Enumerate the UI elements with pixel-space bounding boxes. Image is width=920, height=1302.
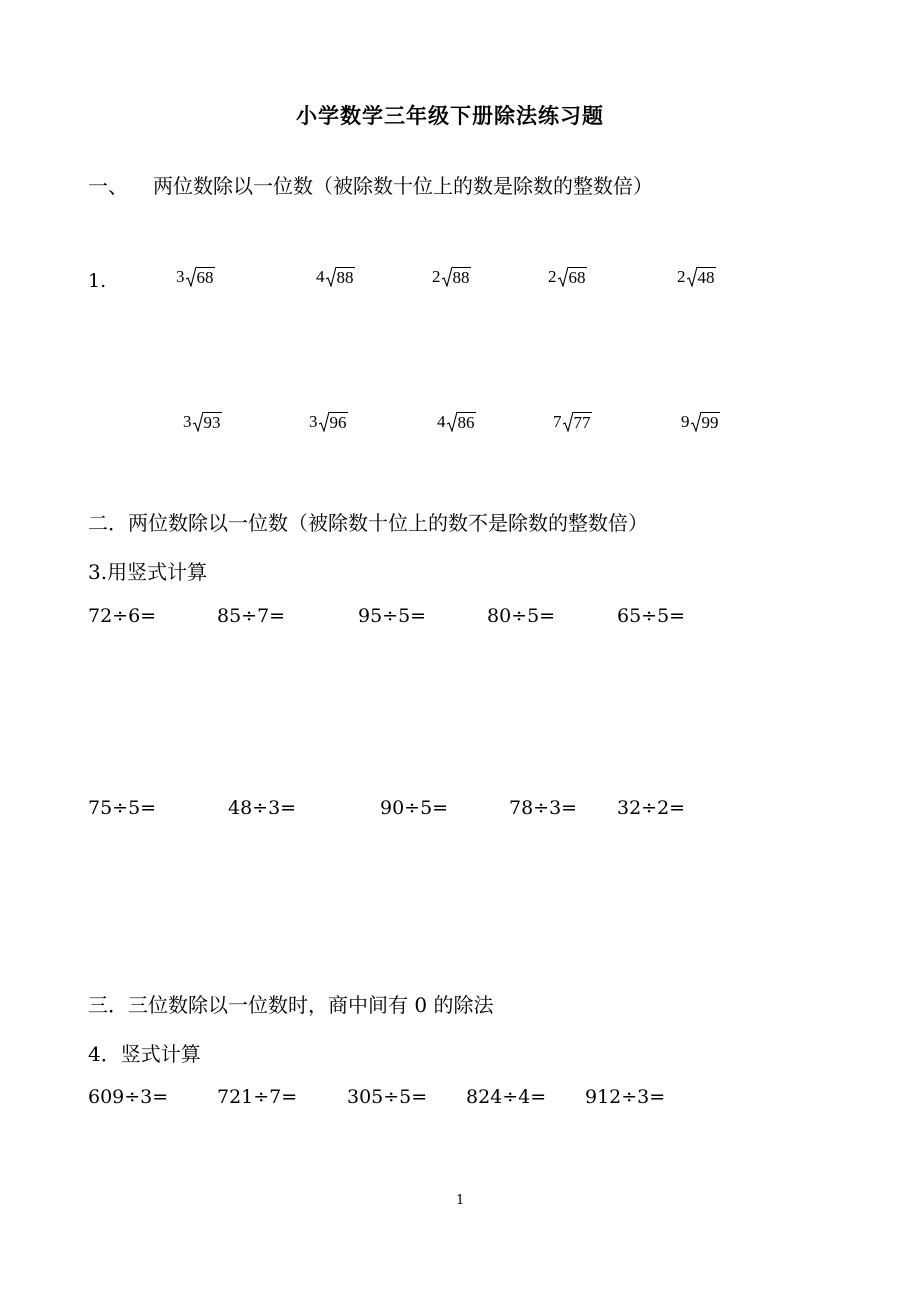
divisor: 2 [677, 267, 686, 286]
radical-sign-icon [442, 267, 452, 287]
page-number: 1 [456, 1193, 465, 1208]
divisor: 4 [437, 412, 446, 431]
section2-instruction: 3.用竖式计算 [88, 560, 208, 584]
division-expression: 609÷3= [88, 1086, 169, 1108]
long-division-problem [677, 267, 716, 287]
radical-sign-icon [563, 412, 573, 432]
division-expression: 85÷7= [217, 605, 286, 627]
divisor: 2 [548, 267, 557, 286]
divisor: 3 [176, 267, 185, 286]
dividend: 86 [457, 413, 475, 432]
radical-sign-icon [687, 267, 697, 287]
section1-heading: 两位数除以一位数（被除数十位上的数是除数的整数倍） [153, 174, 653, 198]
dividend: 68 [568, 268, 586, 287]
dividend: 68 [196, 268, 214, 287]
divisor: 3 [309, 412, 318, 431]
section1-label: 一、 [88, 174, 128, 198]
item1-label: 1. [88, 270, 107, 292]
divisor: 3 [183, 412, 192, 431]
section3-heading: 三．三位数除以一位数时，商中间有 0 的除法 [88, 993, 494, 1017]
division-expression: 65÷5= [617, 605, 686, 627]
page-title: 小学数学三年级下册除法练习题 [296, 103, 604, 128]
divisor: 9 [681, 412, 690, 431]
long-division-problem [183, 412, 222, 432]
dividend: 93 [203, 413, 221, 432]
long-division-problem [309, 412, 348, 432]
division-expression: 72÷6= [88, 605, 157, 627]
dividend: 99 [701, 413, 719, 432]
long-division-problem [681, 412, 720, 432]
divisor: 4 [316, 267, 325, 286]
radical-sign-icon [193, 412, 203, 432]
radical-sign-icon [558, 267, 568, 287]
division-expression: 78÷3= [509, 797, 578, 819]
long-division-problem [316, 267, 355, 287]
divisor: 7 [553, 412, 562, 431]
long-division-problem [553, 412, 592, 432]
radical-sign-icon [186, 267, 196, 287]
long-division-problem [437, 412, 476, 432]
section3-instruction: 4．竖式计算 [88, 1042, 201, 1066]
division-expression: 95÷5= [358, 605, 427, 627]
long-division-problem [176, 267, 215, 287]
division-expression: 305÷5= [347, 1086, 428, 1108]
division-expression: 80÷5= [487, 605, 556, 627]
dividend: 96 [329, 413, 347, 432]
division-expression: 32÷2= [617, 797, 686, 819]
division-expression: 90÷5= [380, 797, 449, 819]
division-expression: 721÷7= [217, 1086, 298, 1108]
radical-sign-icon [447, 412, 457, 432]
division-expression: 48÷3= [228, 797, 297, 819]
long-division-problem [548, 267, 587, 287]
divisor: 2 [432, 267, 441, 286]
radical-sign-icon [326, 267, 336, 287]
division-expression: 824÷4= [466, 1086, 547, 1108]
division-expression: 75÷5= [88, 797, 157, 819]
dividend: 88 [452, 268, 470, 287]
radical-sign-icon [691, 412, 701, 432]
section2-heading: 二．两位数除以一位数（被除数十位上的数不是除数的整数倍） [88, 511, 648, 535]
dividend: 88 [336, 268, 354, 287]
division-expression: 912÷3= [585, 1086, 666, 1108]
dividend: 48 [697, 268, 715, 287]
radical-sign-icon [319, 412, 329, 432]
dividend: 77 [573, 413, 591, 432]
long-division-problem [432, 267, 471, 287]
